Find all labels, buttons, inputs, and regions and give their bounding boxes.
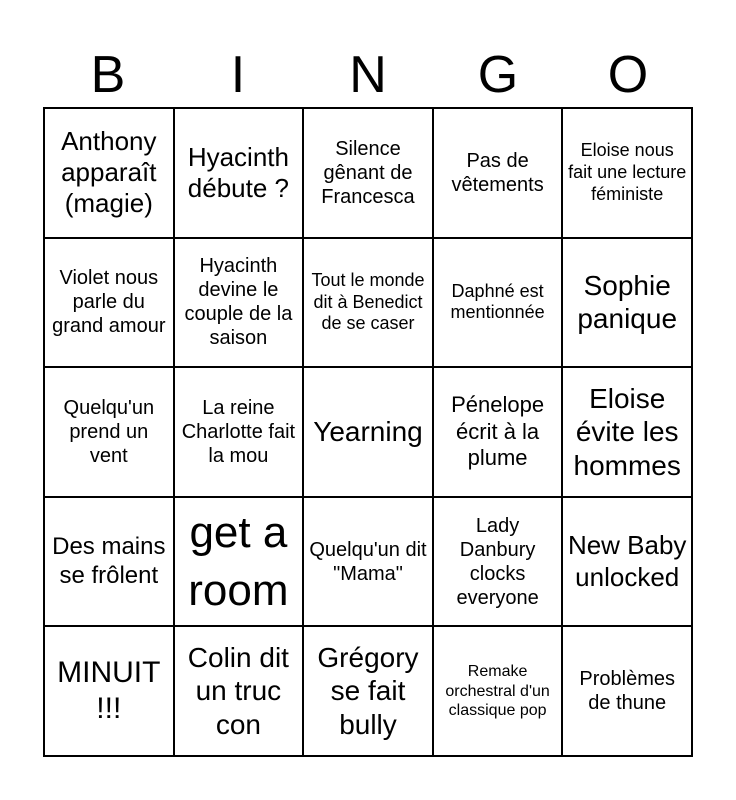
bingo-cell[interactable]: Sophie panique (562, 238, 692, 368)
bingo-cell[interactable]: Hyacinth devine le couple de la saison (174, 238, 304, 368)
bingo-cell[interactable]: La reine Charlotte fait la mou (174, 367, 304, 497)
bingo-cell[interactable]: Grégory se fait bully (303, 626, 433, 756)
bingo-cell[interactable]: Tout le monde dit à Benedict de se caser (303, 238, 433, 368)
bingo-cell[interactable]: Eloise évite les hommes (562, 367, 692, 497)
header-letter-b: B (90, 46, 126, 104)
bingo-cell[interactable]: MINUIT !!! (44, 626, 174, 756)
bingo-cell[interactable]: Pas de vêtements (433, 108, 563, 238)
bingo-header (43, 44, 693, 106)
bingo-cell[interactable]: Eloise nous fait une lecture féministe (562, 108, 692, 238)
bingo-grid (43, 107, 693, 757)
bingo-cell[interactable]: Problèmes de thune (562, 626, 692, 756)
bingo-cell[interactable]: Violet nous parle du grand amour (44, 238, 174, 368)
bingo-cell[interactable]: New Baby unlocked (562, 497, 692, 627)
bingo-cell[interactable]: Yearning (303, 367, 433, 497)
header-letter-n: N (349, 46, 387, 104)
header-letter-o: O (607, 46, 649, 104)
bingo-cell[interactable]: Pénelope écrit à la plume (433, 367, 563, 497)
bingo-cell[interactable]: Remake orchestral d'un classique pop (433, 626, 563, 756)
header-letter-i: I (230, 46, 246, 104)
bingo-cell[interactable]: get a room (174, 497, 304, 627)
bingo-cell[interactable]: Daphné est mentionnée (433, 238, 563, 368)
bingo-cell[interactable]: Hyacinth débute ? (174, 108, 304, 238)
bingo-cell[interactable]: Quelqu'un prend un vent (44, 367, 174, 497)
bingo-cell[interactable]: Des mains se frôlent (44, 497, 174, 627)
bingo-cell[interactable]: Anthony apparaît (magie) (44, 108, 174, 238)
bingo-cell[interactable]: Quelqu'un dit "Mama" (303, 497, 433, 627)
bingo-cell[interactable]: Colin dit un truc con (174, 626, 304, 756)
bingo-cell[interactable]: Silence gênant de Francesca (303, 108, 433, 238)
header-letter-g: G (477, 46, 519, 104)
bingo-cell[interactable]: Lady Danbury clocks everyone (433, 497, 563, 627)
